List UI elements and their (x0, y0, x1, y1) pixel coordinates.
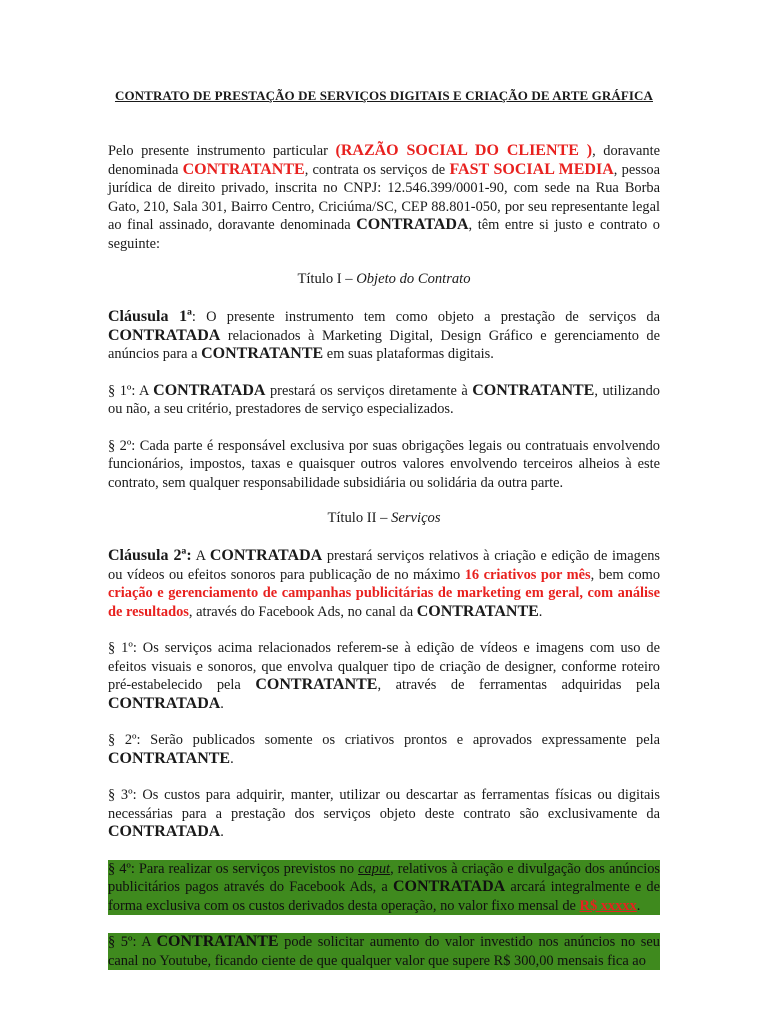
clause-2-paragraph-3 (108, 786, 660, 842)
clause-text: § 1º: Os serviços acima relacionados referem-se à edição de vídeos e imagens com uso de efeitos visuais e sonoros, que envolva qualquer tipo de criação de designer, conforme roteiro pré-estabelecido pela (108, 640, 660, 693)
contratada-term: CONTRATADA (153, 381, 266, 399)
clause-text: § 3º: Os custos para adquirir, manter, utilizar ou descartar as ferramentas físicas ou digitais necessárias para a prestação dos serviços objeto deste contrato são exclusivamente da (108, 787, 660, 822)
clause-2-paragraph-4-highlighted (108, 860, 660, 916)
clause-text: , utilizando ou não, a seu critério, prestadores de serviço especializados. (108, 382, 660, 417)
intro-text: , doravante denominada (108, 143, 660, 178)
clause-text: prestará os serviços diretamente à (265, 382, 473, 399)
contratada-term: CONTRATADA (356, 216, 469, 233)
contratante-term: CONTRATANTE (182, 160, 305, 178)
clause-text: , através do Facebook Ads, no canal da (188, 603, 417, 620)
section-name: Serviços (391, 510, 441, 526)
clause-label: Cláusula 2ª: (108, 547, 192, 564)
clause-label: Cláusula 1ª (108, 308, 192, 325)
clause-text: . (538, 603, 543, 620)
clause-2-paragraph-5-highlighted (108, 933, 660, 970)
clause-text: relacionados à Marketing Digital, Design Gráfico e gerenciamento de anúncios para a (108, 327, 660, 362)
contratante-term: CONTRATANTE (416, 602, 539, 620)
clause-text: em suas plataformas digitais. (323, 346, 494, 362)
clause-2-paragraph-1 (108, 639, 660, 713)
section-title-2 (108, 510, 660, 527)
section-title-1 (108, 271, 660, 288)
clause-1-paragraph-1 (108, 382, 660, 419)
clause-text: . (230, 750, 234, 767)
intro-text: , contrata os serviços de (304, 161, 450, 178)
clause-text: , através de ferramentas adquiridas pela (377, 677, 660, 693)
clause-2 (108, 547, 660, 621)
clause-text: § 5º: A (108, 934, 157, 950)
section-name: Objeto do Contrato (356, 271, 471, 287)
clause-1 (108, 308, 660, 364)
clause-text: pode solicitar aumento do valor investido nos anúncios no seu canal no Youtube, ficando ciente de que qualquer valor que supere R$ 300,00 mensais fica ao (108, 934, 660, 969)
clause-text: . (220, 695, 224, 712)
section-label: Título II – (327, 510, 392, 526)
document-title: CONTRATO DE PRESTAÇÃO DE SERVIÇOS DIGITAIS E CRIAÇÃO DE ARTE GRÁFICA (114, 88, 653, 103)
caput-term: caput (358, 860, 391, 877)
intro-paragraph (108, 142, 660, 253)
clause-text: : O presente instrumento tem como objeto a prestação de serviços da (191, 309, 661, 325)
clause-text: prestará serviços relativos à criação e edição de imagens ou vídeos ou efeitos sonoros para publicação de no máximo (108, 548, 661, 583)
contratante-term: CONTRATANTE (201, 345, 324, 362)
contratante-term: CONTRATANTE (156, 933, 279, 950)
contratada-term: CONTRATADA (392, 878, 506, 895)
contratada-term: CONTRATADA (209, 547, 323, 564)
clause-text: , relativos à criação e divulgação dos anúncios publicitários pagos através do Facebook Ads, a (108, 860, 660, 895)
clause-text: § 1º: A (108, 382, 154, 399)
contratada-term: CONTRATADA (108, 694, 221, 712)
clause-2-paragraph-2 (108, 731, 660, 768)
clause-text: . (636, 897, 641, 914)
monthly-value-placeholder: R$ xxxxx (579, 897, 637, 914)
intro-text: , têm entre si justo e contrato o seguinte: (108, 217, 660, 252)
clause-text: A (191, 548, 210, 564)
contratante-term: CONTRATANTE (472, 381, 595, 399)
contratante-term: CONTRATANTE (255, 676, 378, 693)
clause-text: § 4º: Para realizar os serviços previstos no (108, 860, 359, 877)
contratante-term: CONTRATANTE (108, 749, 231, 767)
clause-text: § 2º: Serão publicados somente os criativos prontos e aprovados expressamente pela (108, 732, 660, 748)
clause-text: . (220, 824, 224, 840)
intro-text: Pelo presente instrumento particular (108, 143, 336, 159)
provider-name: FAST SOCIAL MEDIA (449, 160, 614, 178)
criativos-limit: 16 criativos por mês (464, 566, 591, 583)
clause-1-paragraph-2: § 2º: Cada parte é responsável exclusiva por suas obrigações legais ou contratuais envolvendo funcionários, impostos, taxas e quaisquer outros valores envolvendo terceiros alheios à este contrato, sem qualquer responsabilidade subsidiária ou solidária da outra parte. (108, 437, 660, 491)
contratada-term: CONTRATADA (108, 823, 221, 840)
clause-text: , bem como (590, 566, 661, 583)
intro-text: , pessoa jurídica de direito privado, inscrita no CNPJ: 12.546.399/0001-90, com sede na Rua Borba Gato, 210, Sala 301, Bairro Centro, Criciúma/SC, CEP 88.801-050, por seu representante legal ao final assinado, doravante denominada (108, 161, 661, 233)
contratada-term: CONTRATADA (108, 326, 221, 344)
client-name-placeholder: (RAZÃO SOCIAL DO CLIENTE ) (335, 142, 593, 159)
campaigns-service: criação e gerenciamento de campanhas publicitárias de marketing em geral, com análise de resultados (108, 585, 660, 620)
section-label: Título I – (297, 271, 357, 287)
clause-text: arcará integralmente e de forma exclusiva com os custos derivados desta operação, no valor fixo mensal de (108, 879, 660, 914)
